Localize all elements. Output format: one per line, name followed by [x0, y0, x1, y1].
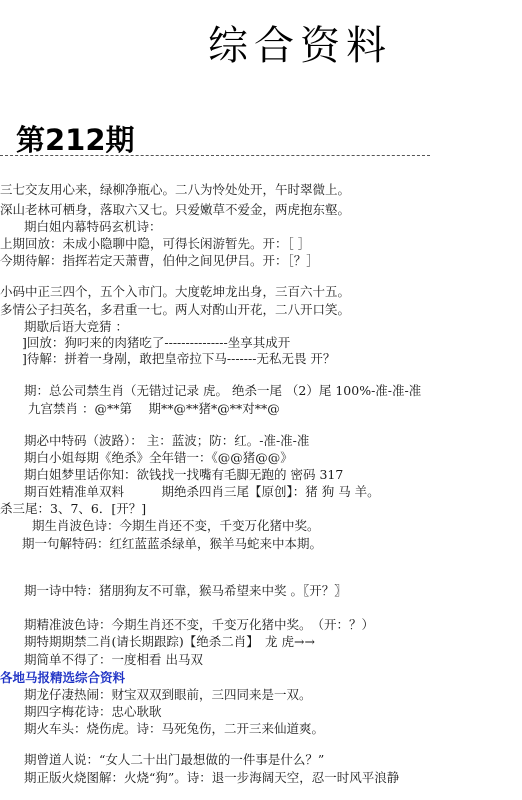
text-line: ]待解：拼着一身剐，敢把皇帝拉下马-------无私无畏 开？ — [22, 351, 336, 366]
section-heading: 各地马报精选综合资料 — [0, 670, 126, 685]
poem-line: 小码中正三四个，五个入市门。大度乾坤龙出身，三百六十五。 — [0, 284, 351, 299]
text-line: 期生肖波色诗：今期生肖还不变，千变万化猪中奖。 — [32, 518, 320, 533]
poem-line: 深山老林可栖身，落取六又七。只爱嫩草不爱金，两虎抱东壑。 — [0, 202, 351, 217]
text-line: 今期待解：指挥若定天萧曹，伯仲之间见伊吕。开：［？］ — [0, 253, 319, 268]
text-line: ]回放：狗叼来的肉猪吃了---------------坐享其成开 — [22, 335, 291, 350]
text-line: 期一句解特码：红红蓝蓝杀绿单，猴羊马蛇来中本期。 — [22, 536, 323, 551]
text-line: 杀三尾：3、7、6．[开？] — [0, 501, 147, 516]
text-line: 期歇后语大竞猜 ： — [24, 319, 128, 334]
text-line: 期火车头：烧伤虎。诗：马死兔伤，二开三来仙道爽。 — [24, 721, 325, 736]
text-line: 期必中特码（波路）： 主：蓝波；防：红。-准-准-准 — [24, 433, 310, 448]
text-line: 期正版火烧图解：火烧“狗”。诗：退一步海阔天空，忍一时风平浪静 — [24, 770, 400, 785]
text-line: 期特期期禁二肖(请长期跟踪)【绝杀二肖】 龙 虎→→ — [24, 634, 315, 649]
text-line: 期四字梅花诗：忠心耿耿 — [24, 704, 162, 719]
text-line: 期白姐梦里话你知：欲钱找一找嘴有毛脚无跑的 密码 317 — [24, 467, 344, 482]
poem-line: 三七交友用心来，绿柳净瓶心。二八为怜处处开，午时翠微上。 — [0, 182, 351, 197]
issue-number: 第212期 — [16, 123, 135, 157]
poem-line: 多情公子扫英名，多君重一七。两人对酌山开花，二八开口笑。 — [0, 302, 351, 317]
text-line: 期曾道人说：“女人二十出门最想做的一件事是什么？” — [24, 752, 325, 767]
divider — [0, 155, 430, 156]
text-line: 九宫禁肖 ：@**第 期**@**猪*@**对**@ — [28, 401, 280, 416]
text-line: 期简单不得了：一度相看 出马双 — [24, 652, 203, 667]
text-line: 期：总公司禁生肖（无错过记录 虎。 绝杀一尾 （2）尾 100%-准-准-准 — [24, 383, 422, 398]
text-line: 期百姓精准单双料 期绝杀四肖三尾【原创】：猪 狗 马 羊。 — [24, 484, 380, 499]
text-line: 上期回放：未成小隐聊中隐，可得长闲游暂先。开：［ ］ — [0, 236, 311, 251]
text-line: 期龙仔凄热闹：财宝双双到眼前，三四同来是一双。 — [24, 687, 312, 702]
text-line: 期白姐内幕特码玄机诗： — [24, 219, 162, 234]
text-line: 期一诗中特：猪朋狗友不可靠，猴马希望来中奖 。〖开？〗 — [24, 583, 347, 598]
text-line: 期精准波色诗：今期生肖还不变，千变万化猪中奖。 （开：？） — [24, 617, 375, 632]
text-line: 期白小姐每期《绝杀》全年错一：《@@猪@@》 — [24, 450, 293, 465]
page-title: 综合资料 — [208, 23, 392, 69]
